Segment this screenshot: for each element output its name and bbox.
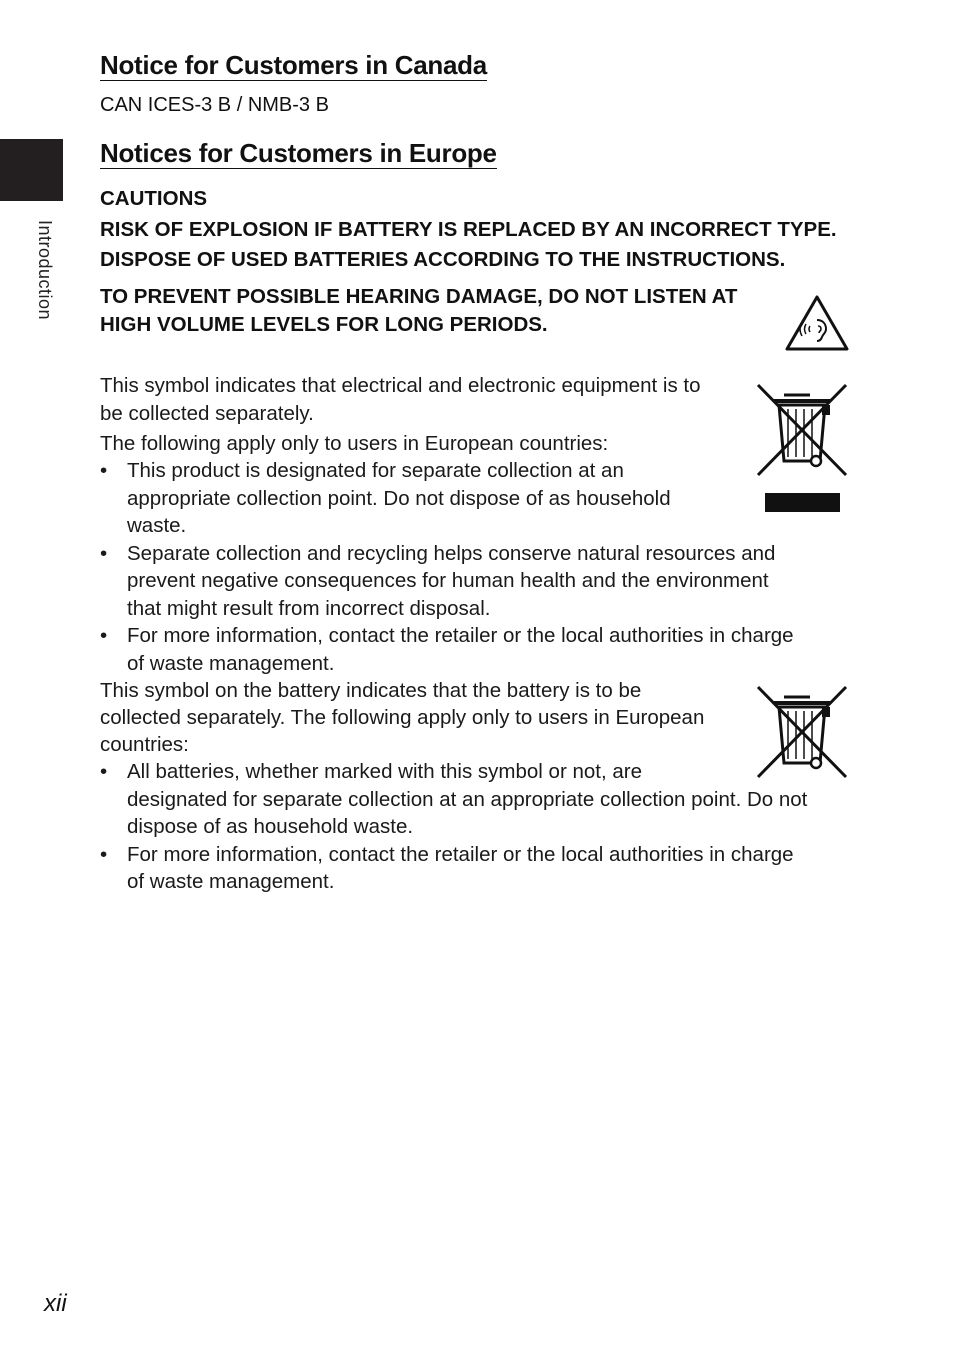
page-number: xii bbox=[44, 1290, 67, 1317]
section-tab-marker bbox=[0, 139, 63, 201]
cautions-title: CAUTIONS bbox=[100, 187, 208, 210]
caution-line-1: RISK OF EXPLOSION IF BATTERY IS REPLACED BY AN INCORRECT TYPE. bbox=[100, 218, 837, 241]
battery-bullet-list bbox=[100, 758, 860, 896]
weee-apply-text: The following apply only to users in European countries: bbox=[100, 432, 609, 455]
caution-line-2: DISPOSE OF USED BATTERIES ACCORDING TO THE INSTRUCTIONS. bbox=[100, 248, 786, 271]
battery-intro-line-2: collected separately. The following apply only to users in European bbox=[100, 706, 705, 729]
list-item: • All batteries, whether marked with this symbol or not, are designated for separate collection at an appropriate collection point. Do not dispose of as household waste. bbox=[100, 758, 860, 841]
hearing-warning-line-1: TO PREVENT POSSIBLE HEARING DAMAGE, DO NOT LISTEN AT bbox=[100, 285, 738, 308]
section-tab-label: Introduction bbox=[35, 220, 55, 321]
canada-code: CAN ICES-3 B / NMB-3 B bbox=[100, 94, 329, 116]
hearing-warning-icon bbox=[784, 294, 850, 352]
list-item: • This product is designated for separate collection at an appropriate collection point. Do not dispose of as household waste. bbox=[100, 457, 860, 540]
canada-heading: Notice for Customers in Canada bbox=[100, 50, 487, 80]
battery-intro-line-3: countries: bbox=[100, 733, 189, 756]
battery-crossed-out-bin-icon bbox=[752, 683, 852, 783]
battery-intro-line-1: This symbol on the battery indicates that the battery is to be bbox=[100, 679, 642, 702]
crossed-out-wheelie-bin-icon bbox=[752, 381, 852, 515]
hearing-warning-line-2: HIGH VOLUME LEVELS FOR LONG PERIODS. bbox=[100, 313, 548, 336]
weee-bullet-list bbox=[100, 457, 860, 677]
list-item: • For more information, contact the retailer or the local authorities in charge of waste management. bbox=[100, 841, 860, 896]
weee-intro-line-2: be collected separately. bbox=[100, 402, 314, 425]
europe-heading: Notices for Customers in Europe bbox=[100, 138, 497, 168]
weee-intro-line-1: This symbol indicates that electrical and electronic equipment is to bbox=[100, 374, 701, 397]
list-item: • For more information, contact the retailer or the local authorities in charge of waste management. bbox=[100, 622, 860, 677]
list-item: • Separate collection and recycling helps conserve natural resources and prevent negative consequences for human health and the environment that might result from incorrect disposal. bbox=[100, 540, 860, 623]
